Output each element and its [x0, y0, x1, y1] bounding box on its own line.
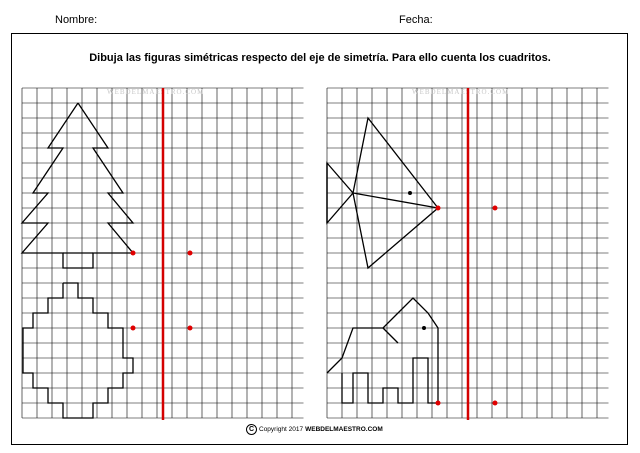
tree-figure [22, 103, 133, 268]
tree-reference-dot [131, 251, 136, 256]
elephant-reference-dot [436, 401, 441, 406]
fish-reference-dot [436, 206, 441, 211]
instruction-text: Dibuja las figuras simétricas respecto del eje de simetría. Para ello cuenta los cuadritos. [89, 52, 551, 64]
copyright-site: WEBDELMAESTRO.COM [305, 426, 383, 433]
right-watermark: WEBDELMAESTRO.COM [412, 88, 510, 96]
date-label: Fecha: [399, 14, 433, 26]
name-label: Nombre: [55, 14, 98, 26]
left-watermark: WEBDELMAESTRO.COM [107, 88, 205, 96]
right-grid-panel [327, 88, 609, 420]
stepped-figure [23, 283, 133, 418]
elephant-figure [327, 298, 438, 403]
elephant-eye [422, 326, 426, 330]
copyright-icon: C [246, 424, 257, 435]
stepped-target-dot [188, 326, 193, 331]
stepped-reference-dot [131, 326, 136, 331]
left-grid-panel [22, 88, 304, 420]
elephant-ear [383, 328, 398, 343]
elephant-target-dot [493, 401, 498, 406]
fish-target-dot [493, 206, 498, 211]
fish-eye [408, 191, 412, 195]
copyright-footer [246, 424, 383, 435]
fish-fin-line [353, 193, 438, 208]
copyright-text: Copyright 2017 [259, 426, 304, 433]
tree-target-dot [188, 251, 193, 256]
